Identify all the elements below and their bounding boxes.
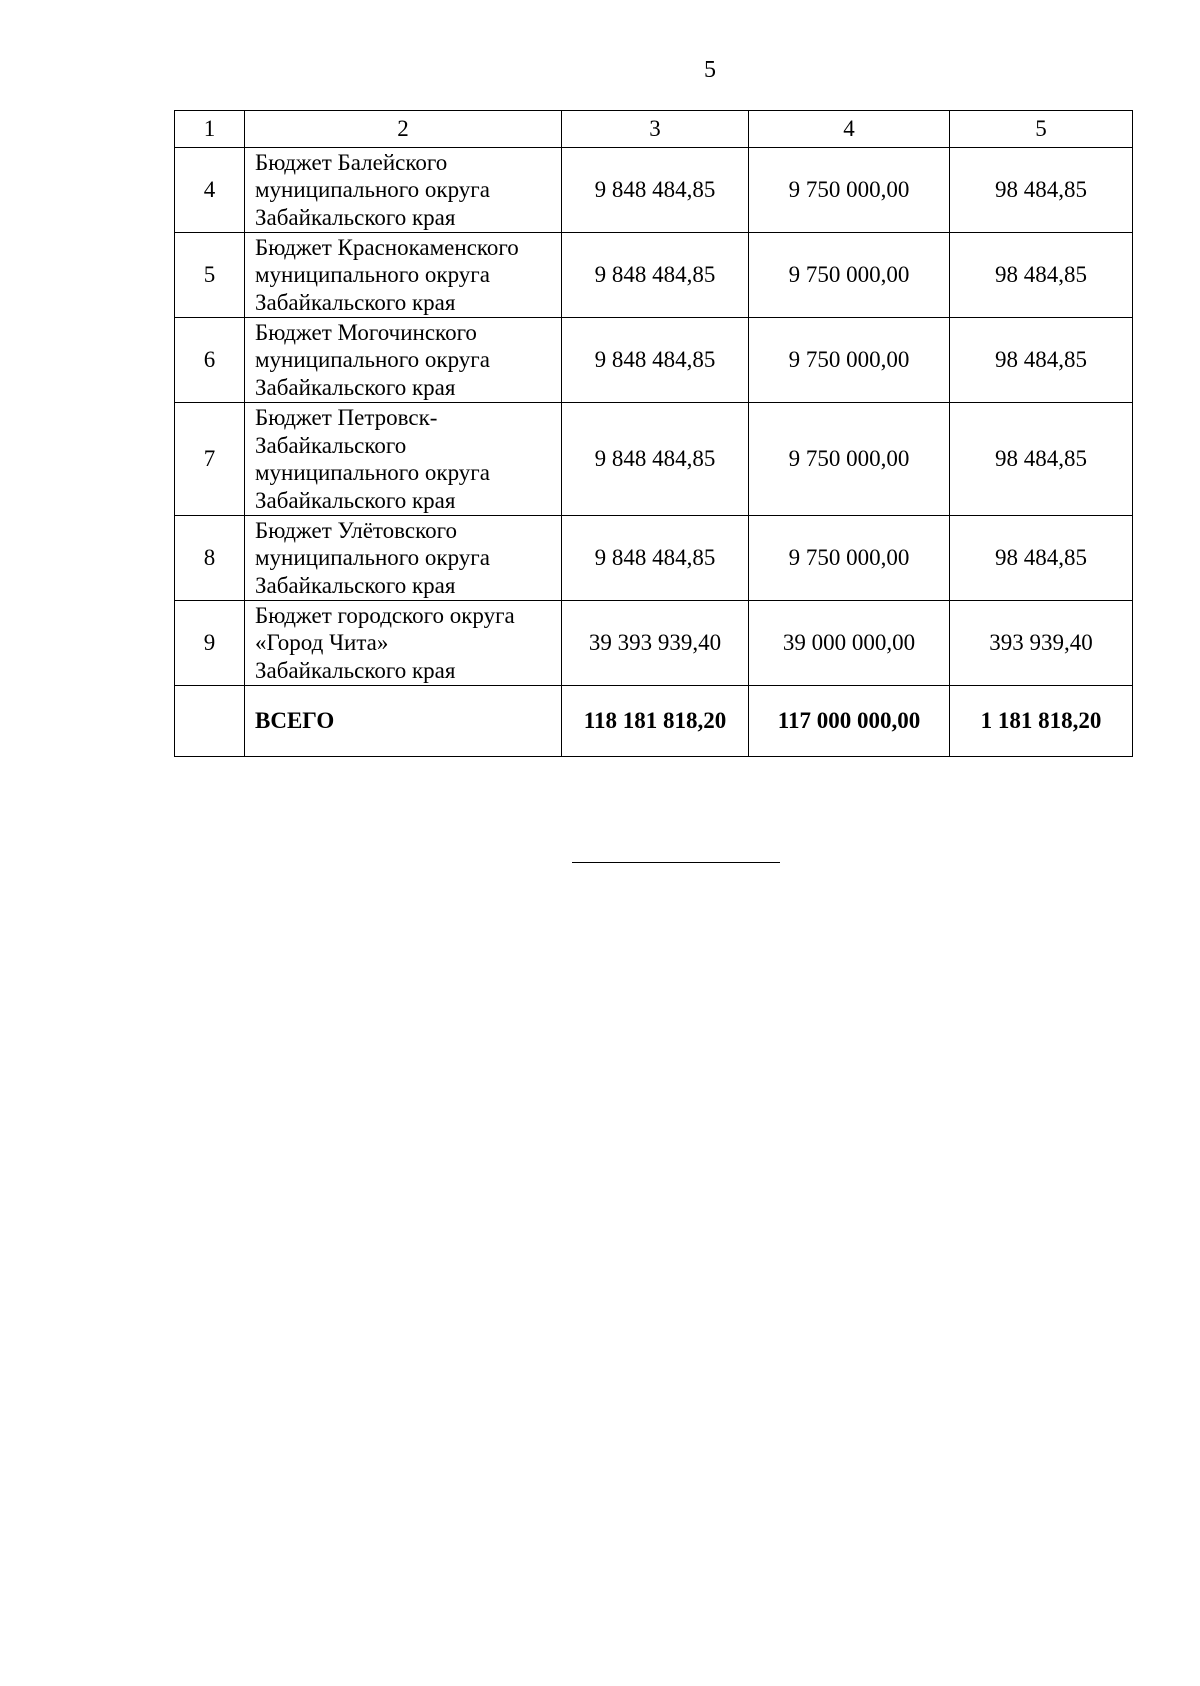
amount-col3: 9 848 484,85 bbox=[562, 403, 749, 516]
amount-col3: 9 848 484,85 bbox=[562, 516, 749, 601]
total-col5: 1 181 818,20 bbox=[950, 686, 1133, 757]
amount-col4: 9 750 000,00 bbox=[749, 318, 950, 403]
row-number: 4 bbox=[175, 148, 245, 233]
total-col3: 118 181 818,20 bbox=[562, 686, 749, 757]
header-cell-5: 5 bbox=[950, 111, 1133, 148]
amount-col4: 9 750 000,00 bbox=[749, 148, 950, 233]
amount-col5: 98 484,85 bbox=[950, 516, 1133, 601]
total-col4: 117 000 000,00 bbox=[749, 686, 950, 757]
budget-name-line: муниципального округа bbox=[255, 545, 490, 571]
budget-name-line: муниципального округа bbox=[255, 347, 490, 373]
total-row bbox=[175, 686, 1133, 757]
table-row bbox=[175, 516, 1133, 601]
end-separator-line bbox=[572, 862, 780, 863]
budget-name bbox=[245, 318, 562, 403]
budget-name-line: Бюджет Балейского bbox=[255, 149, 448, 175]
budget-name-line: Забайкальского края bbox=[255, 657, 456, 683]
budget-name-line: Бюджет Могочинского bbox=[255, 319, 477, 345]
table-header-row bbox=[175, 111, 1133, 148]
budget-name-line: Бюджет Краснокаменского bbox=[255, 234, 519, 260]
amount-col4: 39 000 000,00 bbox=[749, 601, 950, 686]
budget-name bbox=[245, 516, 562, 601]
amount-col4: 9 750 000,00 bbox=[749, 516, 950, 601]
row-number: 5 bbox=[175, 233, 245, 318]
row-number: 9 bbox=[175, 601, 245, 686]
budget-table bbox=[174, 110, 1133, 757]
budget-name-line: Бюджет городского округа bbox=[255, 602, 515, 628]
amount-col3: 9 848 484,85 bbox=[562, 233, 749, 318]
table-row bbox=[175, 403, 1133, 516]
budget-name-line: муниципального округа bbox=[255, 460, 490, 485]
budget-name-line: Бюджет Петровск- bbox=[255, 405, 438, 430]
amount-col5: 393 939,40 bbox=[950, 601, 1133, 686]
table-row bbox=[175, 233, 1133, 318]
table-row bbox=[175, 148, 1133, 233]
total-label: ВСЕГО bbox=[245, 686, 562, 757]
budget-name-line: Забайкальского края bbox=[255, 374, 456, 400]
amount-col5: 98 484,85 bbox=[950, 403, 1133, 516]
budget-table-container bbox=[174, 110, 1133, 757]
budget-name-line: Бюджет Улётовского bbox=[255, 517, 457, 543]
amount-col4: 9 750 000,00 bbox=[749, 403, 950, 516]
budget-name-line: муниципального округа bbox=[255, 262, 490, 288]
budget-name bbox=[245, 233, 562, 318]
header-cell-2: 2 bbox=[245, 111, 562, 148]
amount-col5: 98 484,85 bbox=[950, 233, 1133, 318]
budget-name-line: «Город Чита» bbox=[255, 630, 389, 656]
table-row bbox=[175, 318, 1133, 403]
budget-name-line: Забайкальского bbox=[255, 432, 407, 458]
amount-col5: 98 484,85 bbox=[950, 148, 1133, 233]
header-cell-3: 3 bbox=[562, 111, 749, 148]
page-number: 5 bbox=[704, 57, 716, 83]
budget-name bbox=[245, 601, 562, 686]
budget-name-line: муниципального округа bbox=[255, 177, 490, 203]
budget-name-line: Забайкальского края bbox=[255, 572, 456, 598]
amount-col3: 9 848 484,85 bbox=[562, 148, 749, 233]
header-cell-4: 4 bbox=[749, 111, 950, 148]
row-number: 8 bbox=[175, 516, 245, 601]
total-number-cell bbox=[175, 686, 245, 757]
amount-col4: 9 750 000,00 bbox=[749, 233, 950, 318]
amount-col5: 98 484,85 bbox=[950, 318, 1133, 403]
amount-col3: 39 393 939,40 bbox=[562, 601, 749, 686]
row-number: 7 bbox=[175, 403, 245, 516]
budget-name-line: Забайкальского края bbox=[255, 289, 456, 315]
row-number: 6 bbox=[175, 318, 245, 403]
budget-name bbox=[245, 403, 562, 516]
budget-name-line: Забайкальского края bbox=[255, 487, 456, 513]
amount-col3: 9 848 484,85 bbox=[562, 318, 749, 403]
budget-name-line: Забайкальского края bbox=[255, 204, 456, 230]
header-cell-1: 1 bbox=[175, 111, 245, 148]
table-row bbox=[175, 601, 1133, 686]
budget-name bbox=[245, 148, 562, 233]
